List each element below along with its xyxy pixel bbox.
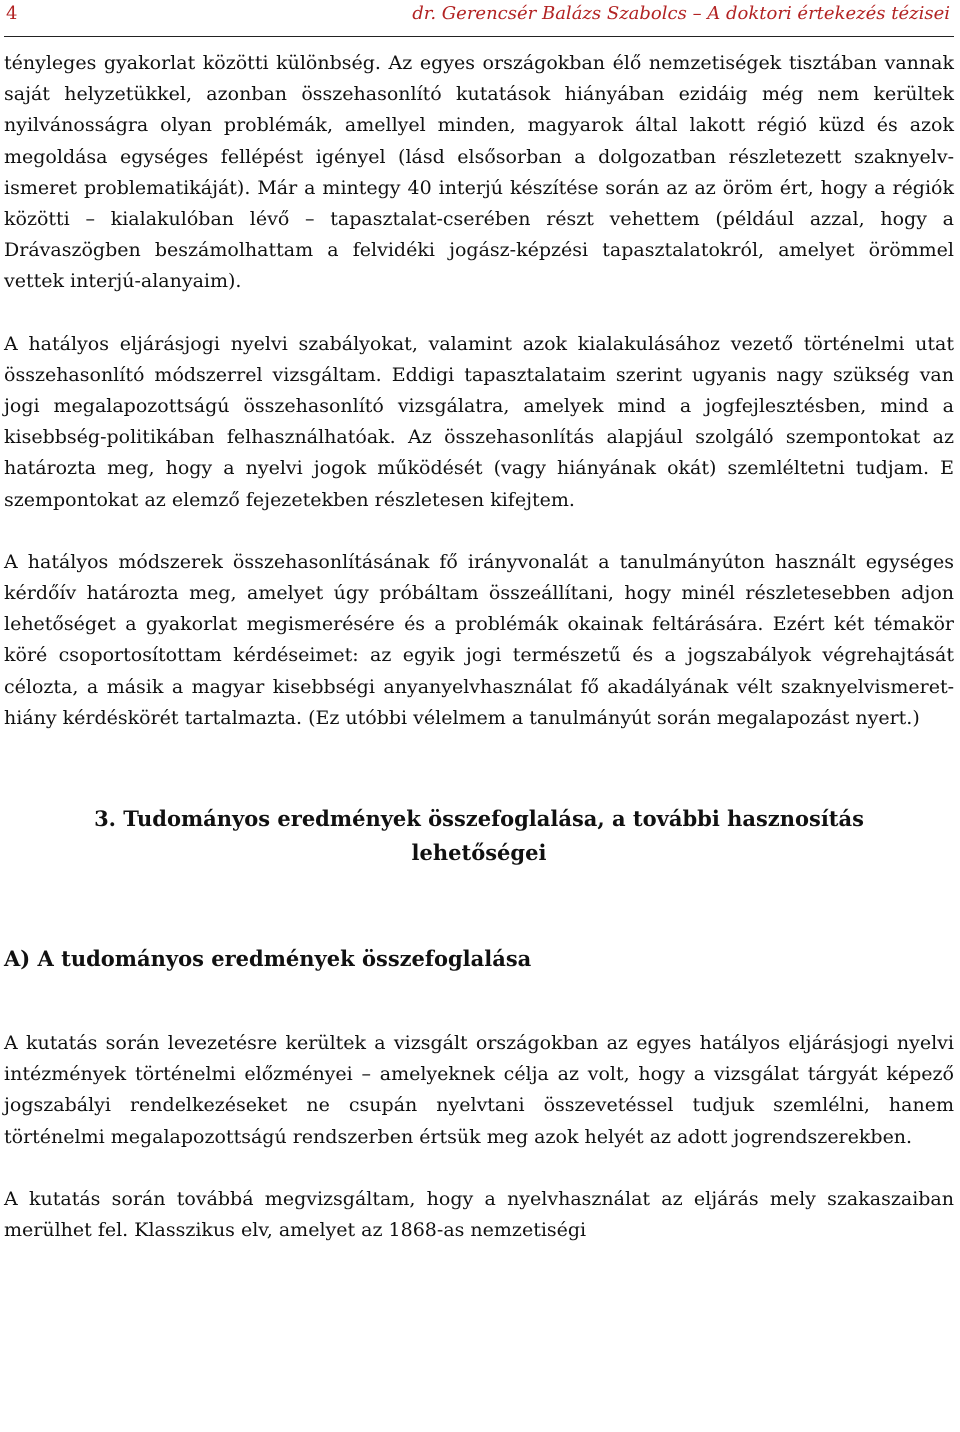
section-heading-line: 3. Tudományos eredmények összefoglalása, a további hasznosítás [94, 806, 864, 832]
running-title: dr. Gerencsér Balázs Szabolcs – A doktori értekezés tézisei [412, 3, 950, 24]
body-paragraph: A kutatás során továbbá megvizsgáltam, hogy a nyelvhasználat az eljárás mely szakaszaiban merülhet fel. Klasszikus elv, amelyet az 1868-as nemzetiségi [4, 1187, 954, 1242]
body-paragraph: A hatályos eljárásjogi nyelvi szabályokat, valamint azok kialakulásához vezető történelmi utat összehasonlító módszerrel vizsgáltam. Eddigi tapasztalataim szerint ugyanis nagy szükség van jogi megalapozottságú összehasonlító vizsgálatra, amelyek mind a jogfejlesztésben, mind a kisebbség-politikában felhasználhatóak. Az összehasonlítás alapjául szolgáló szempontokat az határozta meg, hogy a nyelvi jogok működését (vagy hiányának okát) szemléltetni tudjam. E szempontokat az elemző fejezetekben részletesen kifejtem. [4, 332, 954, 511]
body-paragraph: A hatályos módszerek összehasonlításának fő irányvonalát a tanulmányúton használt egységes kérdőív határozta meg, amelyet úgy próbáltam összeállítani, hogy minél részletesebben adjon lehetőséget a gyakorlat megismerésére és a problémák okainak feltárására. Ezért két témakör köré csoportosítottam kérdéseimet: az egyik jogi természetű és a jogszabályok végrehajtását célozta, a másik a magyar kisebbségi anyanyelvhasználat fő akadályának vélt szaknyelvismeret-hiány kérdéskörét tartalmazta. (Ez utóbbi vélelmem a tanulmányút során megalapozást nyert.) [4, 550, 954, 729]
body-paragraph: A kutatás során levezetésre kerültek a vizsgált országokban az egyes hatályos eljárásjogi nyelvi intézmények történelmi előzményei – amelyeknek célja az volt, hogy a vizsgálat tárgyát képező jogszabályi rendelkezéseket ne csupán nyelvtani összevetéssel tudjuk szemlélni, hanem történelmi megalapozottságú rendszerben értsük meg azok helyét az adott jogrendszerekben. [4, 1032, 954, 1148]
body-paragraph: tényleges gyakorlat közötti különbség. Az egyes országokban élő nemzetiségek tisztában vannak saját helyzetükkel, azonban összehasonlító kutatások hiányában ezidáig még nem kerültek nyilvánosságra olyan problémák, amellyel minden, magyarok által lakott régió küzd és azok megoldása egységes fellépést igényel (lásd elsősorban a dolgozatban részletezett szaknyelv-ismeret problematikáját). Már a mintegy 40 interjú készítése során az az öröm ért, hogy a régiók közötti – kialakulóban lévő – tapasztalat-cserében részt vehettem (például azzal, hogy a Drávaszögben beszámolhattam a felvidéki jogász-képzési tapasztalatokról, amelyet örömmel vettek interjú-alanyaim). [4, 52, 954, 293]
page-number: 4 [6, 3, 18, 24]
section-heading-line: lehetőségei [411, 840, 547, 866]
running-header [4, 0, 954, 37]
subsection-heading: A) A tudományos eredmények összefoglalása [4, 946, 532, 972]
section-heading [4, 802, 954, 870]
